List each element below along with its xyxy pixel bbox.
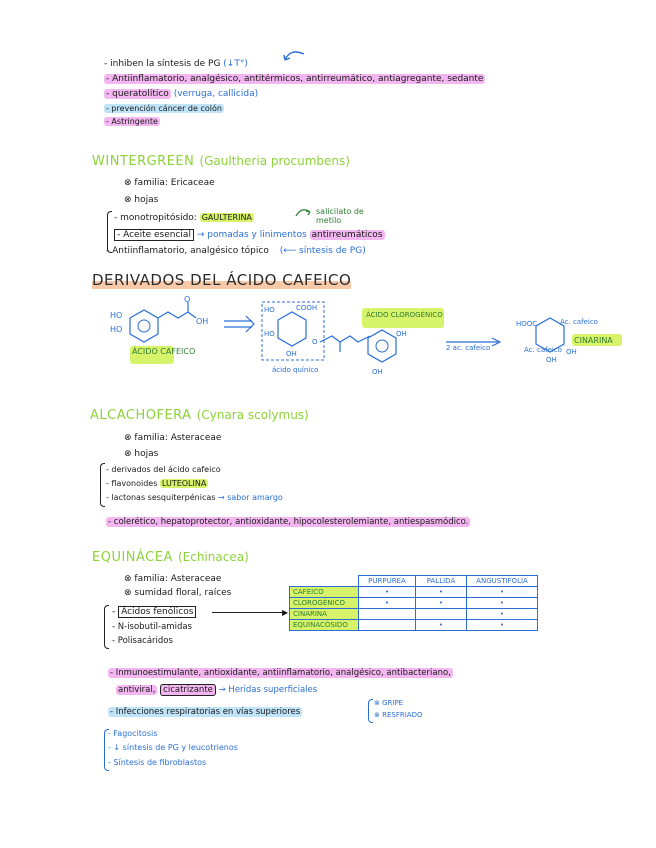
amidas: - N-isobutil-amidas [112, 622, 192, 632]
acidos-fenolicos: - Ácidos fenólicos [112, 606, 196, 618]
arrow-label: 2 ac. cafeico [446, 344, 491, 352]
highlight: antirreumáticos [311, 230, 383, 240]
cafeico-heading [92, 270, 351, 289]
text: - monotropitósido: [114, 213, 197, 223]
svg-text:HO: HO [264, 306, 275, 314]
salicilato: salicilato de metilo [316, 207, 364, 225]
line-astringente [104, 116, 160, 128]
alcachofera-heading [90, 404, 309, 423]
acido-quinico-label: ácido quínico [272, 366, 319, 374]
equinacea-usos [108, 667, 453, 679]
aceite-esencial [114, 229, 385, 241]
table-row [290, 598, 538, 609]
table-row [290, 620, 538, 631]
gaulterina: GAULTERINA [201, 213, 252, 222]
chemical-structures-diagram [100, 296, 640, 388]
svg-text:O: O [312, 338, 318, 346]
table-header [290, 576, 538, 587]
acido-cafeico-label: ÁCIDO CAFEICO [132, 347, 196, 356]
text: - prevención cáncer de colón [106, 104, 222, 113]
svg-text:OH: OH [566, 348, 577, 356]
arrow-icon [294, 206, 312, 218]
svg-text:Ac. cafeico: Ac. cafeico [524, 346, 562, 354]
hojas: ⊗ hojas [124, 449, 159, 459]
ho-label: HO [110, 311, 123, 320]
cell: • [359, 587, 416, 598]
equinacea-table [289, 575, 538, 631]
row-header: CINARINA [290, 609, 359, 620]
cell: • [467, 598, 538, 609]
col-header: ANGUSTIFOLIA [467, 576, 538, 587]
oh-label: OH [196, 317, 209, 326]
col-header: PALLIDA [416, 576, 467, 587]
cell [359, 609, 416, 620]
svg-text:Ac. cafeico: Ac. cafeico [560, 318, 598, 326]
svg-text:OH: OH [546, 356, 557, 364]
text: - colerético, hepatoprotector, antioxidante, hipocolesterolemiante, antiespasmódico. [108, 517, 469, 527]
row-header: CLOROGÉNICO [290, 598, 359, 609]
text: - Astringente [106, 117, 158, 126]
row-header: EQUINACÓSIDO [290, 620, 359, 631]
hojas: ⊗ hojas [124, 195, 159, 205]
line-inhiben [104, 58, 248, 70]
text: - Antiinflamatorio, analgésico tópico [106, 246, 269, 256]
familia: ⊗ familia: Ericaceae [124, 178, 215, 188]
o-label: O [184, 296, 191, 304]
flavonoides [106, 478, 208, 490]
text: - inhiben la síntesis de PG [104, 59, 221, 69]
subtitle: (Echinacea) [177, 550, 249, 564]
subtitle: (Cynara scolymus) [196, 408, 309, 422]
arrow-line [212, 612, 286, 613]
title: ALCACHOFERA [90, 408, 192, 423]
cell [416, 609, 467, 620]
cell: • [416, 598, 467, 609]
ho-label: HO [110, 325, 123, 334]
note: síntesis de PG [299, 246, 363, 256]
benzene-ring [130, 310, 158, 342]
cell: • [416, 587, 467, 598]
familia: ⊗ familia: Asteraceae [124, 574, 222, 584]
cinarina-label: CINARINA [574, 336, 613, 345]
brace [368, 699, 373, 723]
wintergreen-heading [92, 150, 350, 169]
cell: • [416, 620, 467, 631]
to: → pomadas y linimentos [196, 230, 307, 240]
antiviral: antiviral, [118, 685, 156, 695]
note: (↓T°) [223, 59, 248, 69]
text: - Infecciones respiratorias en vías superiores [110, 707, 301, 717]
text: - flavonoides [106, 479, 158, 488]
brace [104, 605, 109, 649]
text: - lactonas sesquiterpénicas [106, 493, 216, 502]
fagocitosis: - Fagocitosis [108, 729, 158, 738]
subtitle: (Gaultheria procumbens) [199, 154, 350, 168]
text: - queratolítico [106, 89, 169, 99]
row-header: CAFEICO [290, 587, 359, 598]
fibroblastos: - Síntesis de fibroblastos [108, 758, 207, 767]
alcachofera-usos [106, 516, 470, 528]
line-queratolitico [104, 88, 258, 100]
derivados: - derivados del ácido cafeico [106, 465, 221, 474]
line-prevencion [104, 103, 224, 115]
cell: • [467, 587, 538, 598]
brace [100, 463, 105, 507]
acido-clorogenico-label: ÁCIDO CLOROGÉNICO [366, 311, 443, 319]
text: - Antiinflamatorio, analgésico, antitérmicos, antirreumático, antiagregante, sedante [106, 74, 484, 84]
text: - Aceite esencial [114, 229, 194, 241]
cicatrizante: cicatrizante [160, 684, 216, 696]
sintesis-pg: - ↓ síntesis de PG y leucotrienos [108, 743, 238, 752]
cell: • [467, 609, 538, 620]
title: DERIVADOS DEL ÁCIDO CAFEICO [92, 271, 352, 289]
lactonas [106, 492, 283, 504]
cell: • [359, 598, 416, 609]
title: EQUINÁCEA [92, 550, 173, 565]
svg-text:HOOC: HOOC [516, 320, 538, 328]
to: → sabor amargo [217, 493, 283, 502]
sumidad: ⊗ sumidad floral, raíces [124, 588, 232, 598]
cell [359, 620, 416, 631]
title: WINTERGREEN [92, 154, 195, 169]
text: - Inmunoestimulante, antioxidante, antiinflamatorio, analgésico, antibacteriano, [110, 668, 451, 678]
anti-topico: - Antiinflamatorio, analgésico tópico (⟵ síntesis de PG) [106, 246, 366, 256]
table-row [290, 609, 538, 620]
svg-text:HO: HO [264, 330, 275, 338]
col-header: PURPUREA [359, 576, 416, 587]
text: Ácidos fenólicos [118, 606, 196, 618]
heridas: → Heridas superficiales [218, 685, 318, 695]
luteolina: LUTEOLINA [161, 479, 207, 488]
curve-arrow-icon [282, 48, 308, 62]
equinacea-usos-2 [116, 684, 317, 696]
svg-text:OH: OH [372, 368, 383, 376]
monotropitosido [114, 212, 254, 224]
infecciones [108, 706, 302, 718]
cell: • [467, 620, 538, 631]
arrow-icon [224, 316, 254, 332]
familia: ⊗ familia: Asteraceae [124, 433, 222, 443]
line-antiinflamatorio [104, 73, 485, 85]
gripe: ⊗ GRIPE [374, 699, 404, 707]
resfriado: ⊗ RESFRIADO [374, 711, 423, 719]
equinacea-heading [92, 546, 249, 565]
note: (verruga, callicida) [173, 89, 259, 99]
polisacaridos: - Polisacáridos [112, 636, 173, 646]
svg-text:OH: OH [286, 350, 297, 358]
svg-text:COOH: COOH [296, 304, 318, 312]
table-row [290, 587, 538, 598]
arrow-icon: ▶ [282, 608, 289, 617]
svg-text:OH: OH [396, 330, 407, 338]
